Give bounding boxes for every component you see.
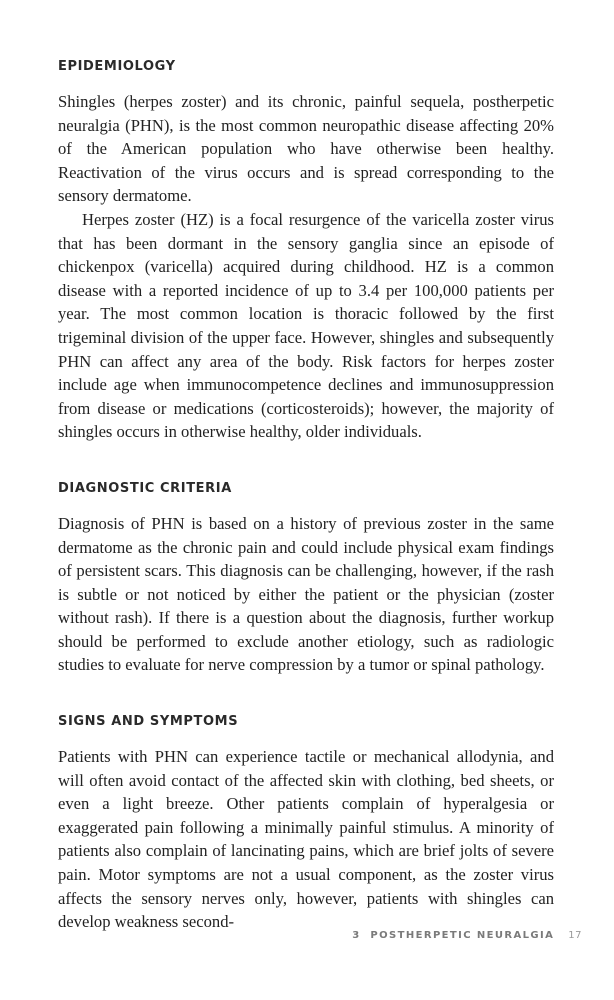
section-spacer [58,444,554,480]
paragraph: Shingles (herpes zoster) and its chronic, painful sequela, postherpetic neuralgia (PHN), is the most common neuropathic disease affecting 20% of the American population who have otherwise been healthy. Reactivation of the virus occurs and is spread corresponding to the sensory dermatome. [58,92,554,206]
section-heading: EPIDEMIOLOGY [58,59,176,74]
section-spacer [58,677,554,713]
paragraph: Diagnosis of PHN is based on a history of previous zoster in the same dermatome as the chronic pain and could include physical exam findings of persistent scars. This diagnosis can be challenging, however, if the rash is subtle or not noticed by either the patient or the physician (zoster without rash). If there is a question about the diagnosis, further workup should be performed to exclude another etiology, such as radiologic studies to evaluate for nerve compression by a tumor or spinal pathology. [58,513,554,675]
section-signs-and-symptoms [58,713,554,934]
chapter-title: 3 POSTHERPETIC NEURALGIA [352,930,555,941]
page-number: 17 [568,930,582,941]
section-diagnostic-criteria [58,480,554,677]
page-body [58,58,554,934]
running-footer [352,930,582,941]
section-epidemiology [58,58,554,444]
paragraph: Herpes zoster (HZ) is a focal resurgence of the varicella zoster virus that has been dormant in the sensory ganglia since an episode of chickenpox (varicella) acquired during childhood. HZ is a common disease with a reported incidence of up to 3.4 per 100,000 patients per year. The most common location is thoracic followed by the first trigeminal division of the upper face. However, shingles and subsequently PHN can affect any area of the body. Risk factors for herpes zoster include age when immunocompetence declines and immunosuppression from disease or medications (corticosteroids); however, the majority of shingles occurs in otherwise healthy, older individuals. [58,209,554,442]
section-heading: SIGNS AND SYMPTOMS [58,714,239,730]
paragraph: Patients with PHN can experience tactile or mechanical allodynia, and will often avoid contact of the affected skin with clothing, bed sheets, or even a light breeze. Other patients complain of hyperalgesia or exaggerated pain following a minimally painful stimulus. A minority of patients also complain of lancinating pains, which are brief jolts of severe pain. Motor symptoms are not a usual component, as the zoster virus affects the sensory nerves only, however, patients with shingles can develop weakness second- [58,747,554,932]
section-heading: DIAGNOSTIC CRITERIA [58,480,232,496]
